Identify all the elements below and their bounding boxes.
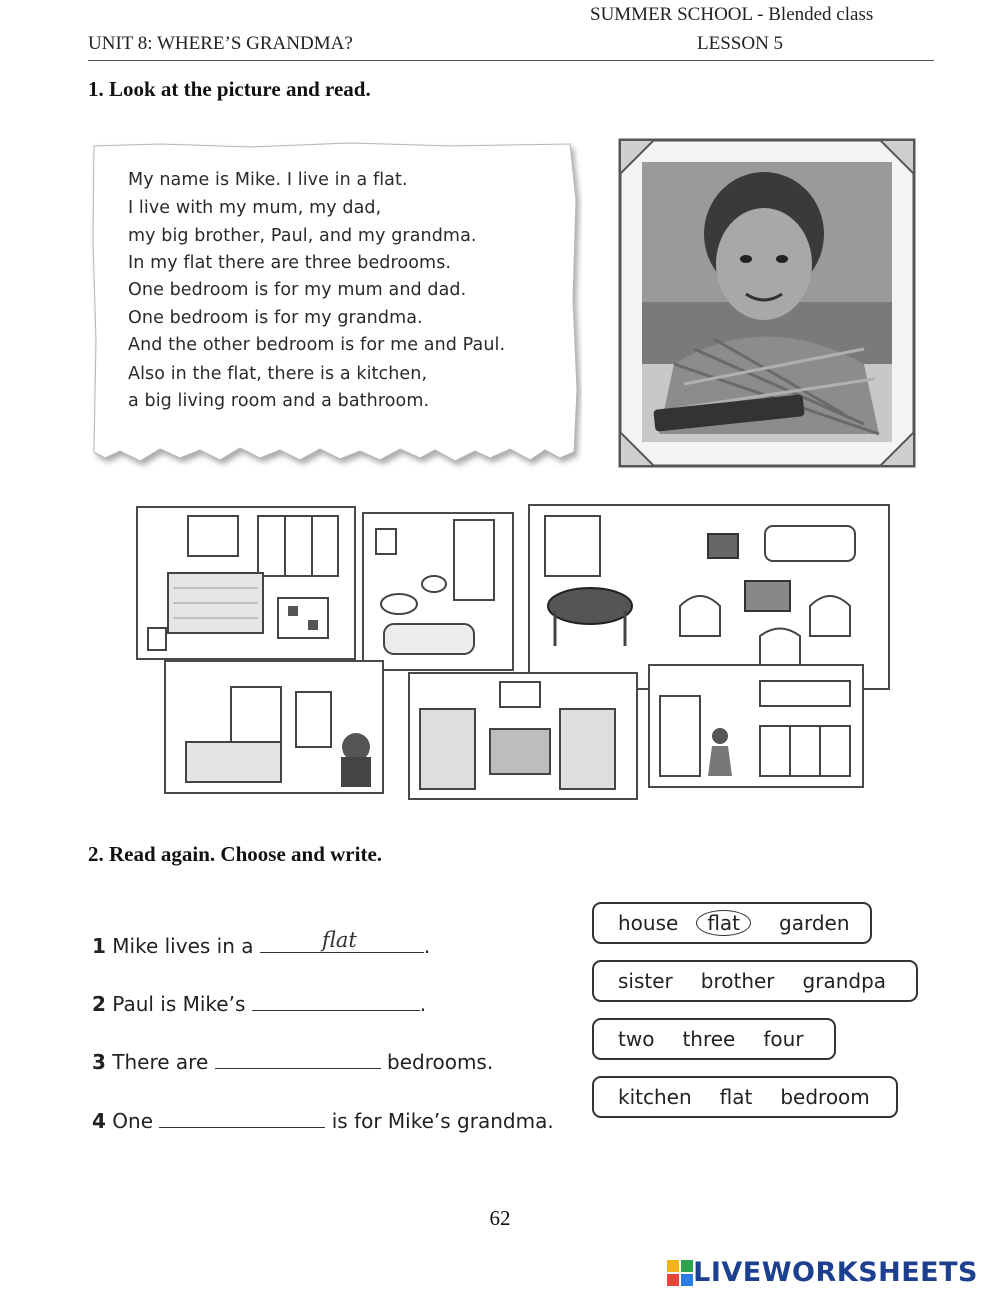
answer-blank[interactable] <box>215 1044 381 1069</box>
section1-title: 1. Look at the picture and read. <box>88 77 371 101</box>
room-grandma-bedroom <box>164 660 384 794</box>
reading-line: One bedroom is for my mum and dad. <box>128 280 467 300</box>
page-number: 62 <box>489 1206 511 1230</box>
section2-title: 2. Read again. Choose and write. <box>88 842 383 866</box>
item-text-after: . <box>419 992 427 1016</box>
item-text-after: . <box>423 934 431 958</box>
reading-line: And the other bedroom is for me and Paul. <box>128 335 506 355</box>
options-box-2 <box>592 960 918 1002</box>
answer-text: flat <box>321 928 357 952</box>
room-parents-bedroom <box>136 506 356 660</box>
answer-blank[interactable] <box>252 986 420 1011</box>
options-box-4 <box>592 1076 898 1118</box>
option-word[interactable]: two <box>618 1027 655 1051</box>
reading-line: my big brother, Paul, and my grandma. <box>128 226 477 246</box>
liveworksheets-logo[interactable] <box>667 1257 978 1288</box>
answer-blank[interactable] <box>159 1103 325 1128</box>
item-text-after: is for Mike’s grandma. <box>331 1109 554 1133</box>
reading-line: My name is Mike. I live in a flat. <box>128 170 408 190</box>
option-word[interactable]: garden <box>779 911 850 935</box>
reading-line: I live with my mum, my dad, <box>128 198 382 218</box>
reading-line: In my flat there are three bedrooms. <box>128 253 452 273</box>
option-word-circled[interactable]: flat <box>696 910 751 936</box>
room-living-room <box>528 504 890 690</box>
item-number: 4 <box>92 1109 106 1133</box>
header-divider <box>88 60 934 61</box>
exercise-item-2 <box>92 986 426 1016</box>
option-word[interactable]: brother <box>700 969 775 993</box>
option-word[interactable]: three <box>682 1027 736 1051</box>
item-text: One <box>112 1109 154 1133</box>
option-word[interactable]: grandpa <box>802 969 887 993</box>
options-box-3 <box>592 1018 836 1060</box>
option-word[interactable]: flat <box>719 1085 753 1109</box>
boy-photo <box>614 134 922 472</box>
school-title: SUMMER SCHOOL - Blended class <box>590 4 874 25</box>
item-text: Paul is Mike’s <box>112 992 246 1016</box>
item-text-after: bedrooms. <box>387 1050 494 1074</box>
room-boys-bedroom <box>408 672 638 800</box>
answer-blank[interactable] <box>260 928 424 953</box>
item-number: 3 <box>92 1050 106 1074</box>
option-word[interactable]: four <box>763 1027 804 1051</box>
room-bathroom <box>362 512 514 671</box>
reading-line: a big living room and a bathroom. <box>128 391 430 411</box>
exercise-item-3 <box>92 1044 493 1074</box>
option-word[interactable]: bedroom <box>780 1085 870 1109</box>
reading-line: Also in the flat, there is a kitchen, <box>128 364 428 384</box>
logo-text: LIVEWORKSHEETS <box>693 1257 978 1288</box>
option-word[interactable]: sister <box>618 969 673 993</box>
item-text: Mike lives in a <box>112 934 254 958</box>
item-number: 2 <box>92 992 106 1016</box>
room-kitchen <box>648 664 864 788</box>
unit-title: UNIT 8: WHERE’S GRANDMA? <box>88 33 353 54</box>
item-text: There are <box>112 1050 209 1074</box>
option-word[interactable]: house <box>618 911 679 935</box>
exercise-item-4 <box>92 1103 554 1133</box>
logo-mark-icon <box>667 1260 693 1286</box>
option-word[interactable]: kitchen <box>618 1085 692 1109</box>
lesson-label: LESSON 5 <box>697 33 784 54</box>
item-number: 1 <box>92 934 106 958</box>
exercise-item-1 <box>92 928 430 958</box>
reading-line: One bedroom is for my grandma. <box>128 308 423 328</box>
options-box-1 <box>592 902 872 944</box>
